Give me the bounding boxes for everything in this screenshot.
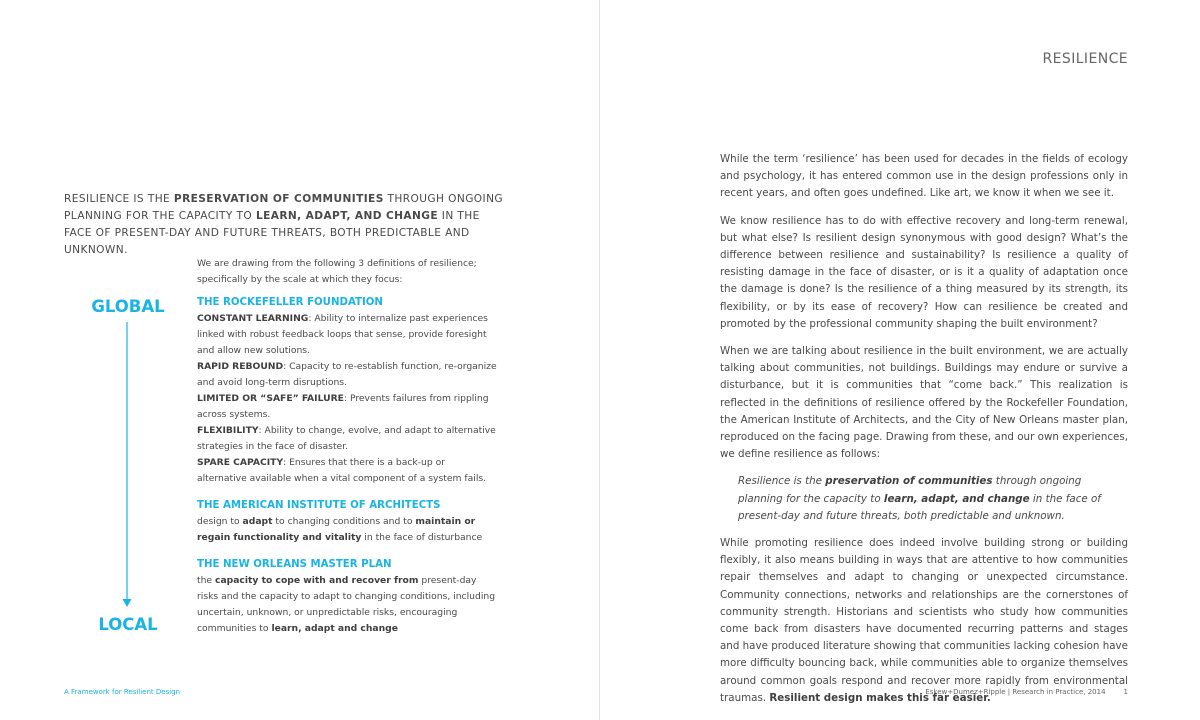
definition-text: : Ability to change, evolve, and adapt to alternative strategies in the face of disaster. <box>197 425 496 452</box>
definition-term: RAPID REBOUND <box>197 361 284 372</box>
quote-text: Resilience is the <box>738 475 826 488</box>
new-orleans-bold: capacity to cope with and recover from <box>215 575 419 586</box>
rockefeller-definition <box>197 295 497 487</box>
definition-term: SPARE CAPACITY <box>197 457 284 468</box>
body-text: While promoting resilience does indeed involve building strong or building flexibly, it also means building in ways that are attentive to how communities repair themselves and adapt to changing or unexpected circumstance. Community connections, networks and relationships are the cornerstones of community strength. Historians and scientists who study how communities come back from disasters have documented recurring patterns and stages and have produced literature showing that communities lacking cohesion have more difficulty bouncing back, while communities able to organize themselves around common goals respond and recover more rapidly from environmental traumas. <box>720 537 1128 704</box>
definition-item <box>197 391 497 423</box>
aia-definition <box>197 498 497 546</box>
definition-item <box>197 455 497 487</box>
body-bold: Resilient design makes this far easier. <box>769 691 991 704</box>
aia-text: design to <box>197 516 243 527</box>
aia-bold: maintain or regain functionality and vitality <box>197 516 476 543</box>
definition-item <box>197 359 497 391</box>
heading-text: RESILIENCE IS THE <box>64 193 174 205</box>
body-paragraph <box>720 535 1128 707</box>
heading-bold: LEARN, ADAPT, AND CHANGE <box>255 210 439 222</box>
page-number: 1 <box>1123 688 1128 696</box>
quote-bold: preservation of communities <box>825 475 993 488</box>
definition-term: LIMITED OR “SAFE” FAILURE <box>197 393 344 404</box>
right-page <box>600 0 1200 720</box>
aia-text: to changing conditions and to <box>272 516 416 527</box>
definition-heading <box>64 191 504 259</box>
definition-text: : Prevents failures from rippling across systems. <box>197 393 489 420</box>
footer-credit: Eskew+Dumez+Ripple | Research in Practice, 2014 <box>925 688 1106 696</box>
heading-text: IN THE FACE OF PRESENT-DAY AND FUTURE THREATS, BOTH PREDICTABLE AND UNKNOWN. <box>64 210 480 256</box>
section-title: RESILIENCE <box>1042 51 1128 67</box>
footer-left: A Framework for Resilient Design <box>64 688 181 696</box>
body-column <box>720 151 1128 717</box>
definition-item <box>197 423 497 455</box>
definition-item <box>197 311 497 359</box>
definition-term: CONSTANT LEARNING <box>197 313 309 324</box>
body-paragraph: When we are talking about resilience in the built environment, we are actually talking about communities, not buildings. Buildings may endure or survive a disturbance, but it is communities that “come back.” This realization is reflected in the definitions of resilience offered by the Rockefeller Foundation, the American Institute of Architects, and the City of New Orleans master plan, reproduced on the facing page. Drawing from these, and our own experiences, we define resilience as follows: <box>720 345 1128 461</box>
definition-term: FLEXIBILITY <box>197 425 259 436</box>
scale-arrow-icon <box>121 322 133 608</box>
quote-text: in the face of present-day and future threats, both predictable and unknown. <box>738 492 1101 522</box>
body-paragraph: While the term ‘resilience’ has been used for decades in the fields of ecology and psychology, it has entered common use in the design professions only in recent years, and often goes undefined. Like art, we know it when we see it. <box>720 153 1128 200</box>
quote-text: through ongoing planning for the capacity to <box>738 475 1082 505</box>
heading-text: THROUGH ONGOING PLANNING FOR THE CAPACITY TO <box>64 193 504 222</box>
definition-text: : Capacity to re-establish function, re-organize and avoid long-term disruptions. <box>197 361 497 388</box>
body-paragraph: We know resilience has to do with effective recovery and long-term renewal, but what else? Is resilient design synonymous with good design? What’s the difference between resilience and sustainability? Is resilience a quality of resisting damage in the face of disaster, or is it a quality of adaptation once the damage is done? Is the resilience of a thing measured by its strength, its flexibility, or by its ease of recovery? How can resilience be created and promoted by the professional community shaping the built environment? <box>720 214 1128 330</box>
heading-bold: PRESERVATION OF COMMUNITIES <box>173 193 384 205</box>
rockefeller-items <box>197 311 497 487</box>
scale-global-label: GLOBAL <box>91 297 165 316</box>
new-orleans-text: the <box>197 575 215 586</box>
new-orleans-bold: learn, adapt and change <box>271 623 398 634</box>
intro-text: We are drawing from the following 3 definitions of resilience; specifically by the scale at which they focus: <box>197 258 477 285</box>
scale-local-label: LOCAL <box>98 615 158 634</box>
rockefeller-title: THE ROCKEFELLER FOUNDATION <box>197 297 383 308</box>
definition-quote <box>738 473 1128 525</box>
quote-bold: learn, adapt, and change <box>883 492 1030 505</box>
new-orleans-body <box>197 573 497 637</box>
aia-body <box>197 514 497 546</box>
definition-text: : Ensures that there is a back-up or alternative available when a vital component of a system fails. <box>197 457 487 484</box>
aia-title: THE AMERICAN INSTITUTE OF ARCHITECTS <box>197 500 441 511</box>
footer-right <box>925 688 1128 696</box>
definition-text: : Ability to internalize past experiences linked with robust feedback loops that sense, provide foresight and allow new solutions. <box>197 313 488 356</box>
aia-text: in the face of disturbance <box>361 532 483 543</box>
new-orleans-title: THE NEW ORLEANS MASTER PLAN <box>197 559 392 570</box>
aia-bold: adapt <box>242 516 273 527</box>
new-orleans-definition <box>197 557 497 637</box>
new-orleans-text: present-day risks and the capacity to adapt to changing conditions, including uncertain, unknown, or unpredictable risks, encouraging communities to <box>197 575 496 634</box>
